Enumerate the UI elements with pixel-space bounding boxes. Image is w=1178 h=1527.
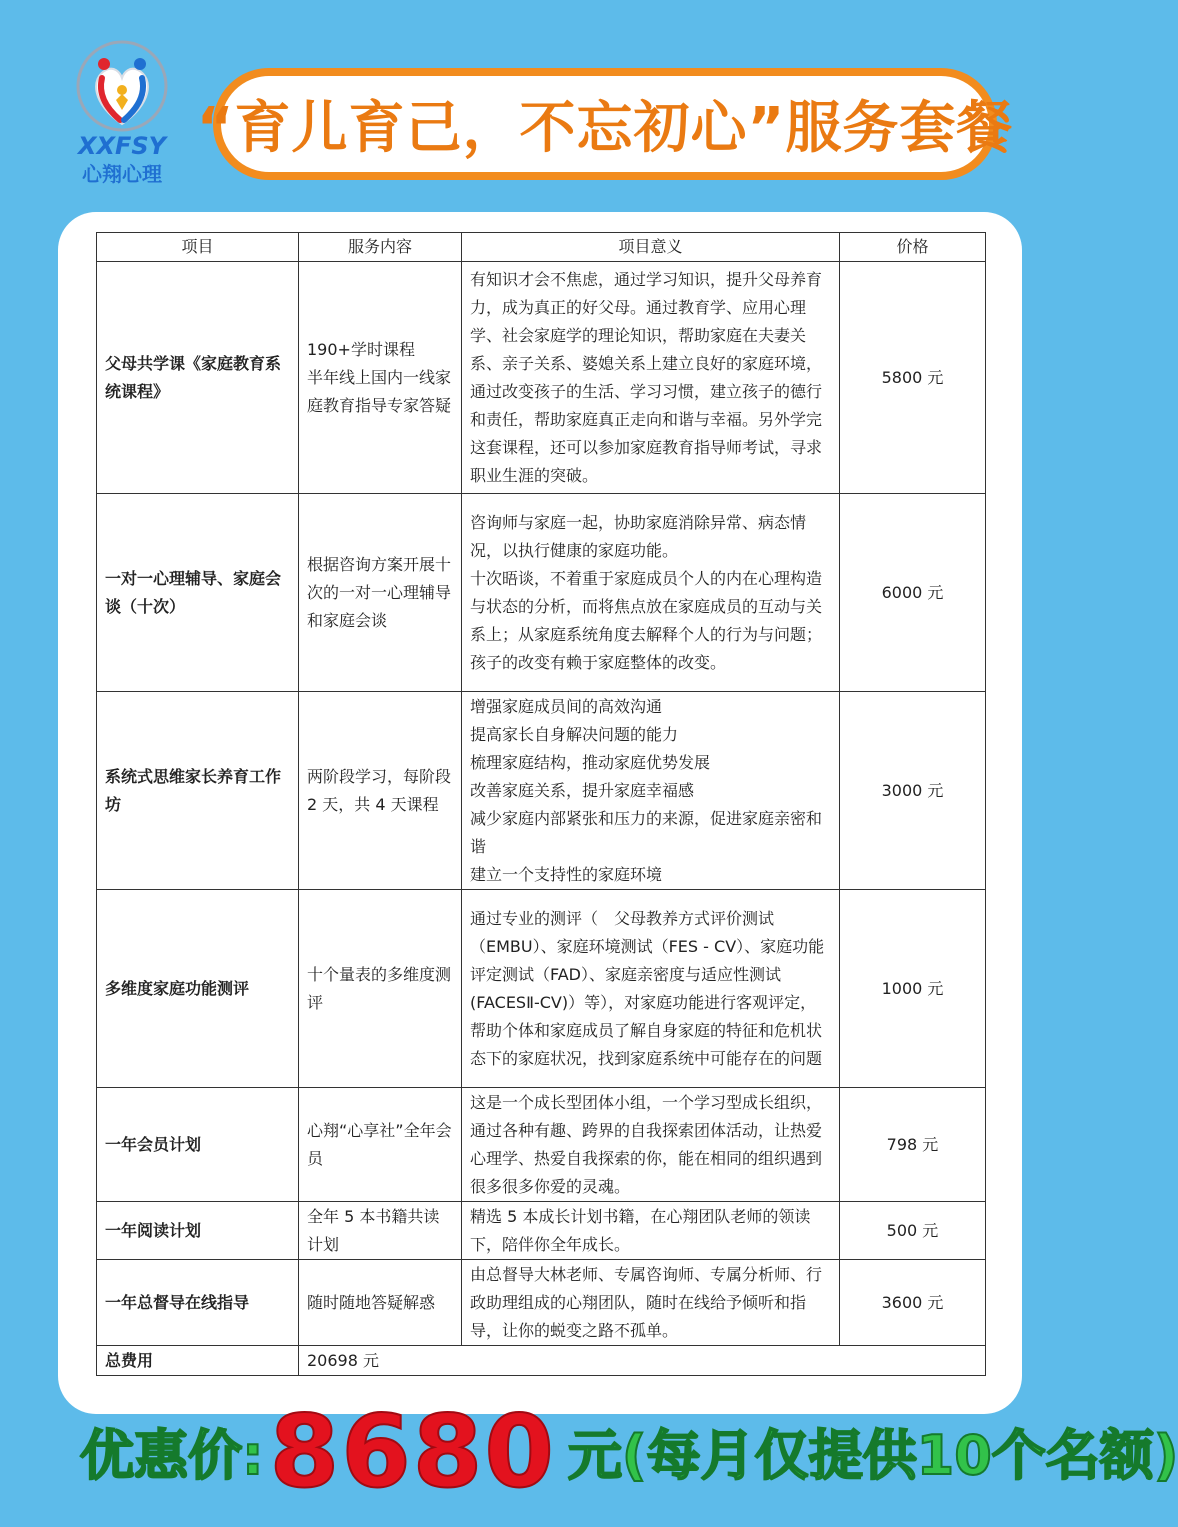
row-price: 6000 元 — [840, 494, 986, 692]
table-header-row — [97, 233, 986, 262]
header-price: 价格 — [840, 233, 986, 262]
row-content — [299, 1088, 462, 1202]
table-row — [97, 890, 986, 1088]
table-row — [97, 494, 986, 692]
meaning-line: 这是一个成长型团体小组，一个学习型成长组织，通过各种有趣、跨界的自我探索团体活动，让热爱心理学、热爱自我探索的你，能在相同的组织遇到很多很多你爱的灵魂。 — [470, 1092, 823, 1196]
brand-name-en: XXFSY — [77, 132, 167, 160]
meaning-line: 十次晤谈，不着重于家庭成员个人的内在心理构造与状态的分析，而将焦点放在家庭成员的互动与关系上；从家庭系统角度去解释个人的行为与问题；孩子的改变有赖于家庭整体的改变。 — [470, 568, 823, 672]
row-item: 系统式思维家长养育工作坊 — [97, 692, 299, 890]
meaning-line: 改善家庭关系，提升家庭幸福感 — [470, 780, 695, 800]
header-item: 项目 — [97, 233, 299, 262]
total-label: 总费用 — [97, 1346, 299, 1376]
row-price: 500 元 — [840, 1202, 986, 1260]
table-row — [97, 692, 986, 890]
row-item: 多维度家庭功能测评 — [97, 890, 299, 1088]
row-meaning — [462, 890, 840, 1088]
row-meaning — [462, 1088, 840, 1202]
row-content — [299, 1202, 462, 1260]
row-item: 父母共学课《家庭教育系统课程》 — [97, 262, 299, 494]
meaning-line: 减少家庭内部紧张和压力的来源，促进家庭亲密和谐 — [470, 808, 823, 856]
row-price: 5800 元 — [840, 262, 986, 494]
brand-name-cn: 心翔心理 — [82, 162, 162, 186]
row-content — [299, 494, 462, 692]
meaning-line: 精选 5 本成长计划书籍，在心翔团队老师的领读下，陪伴你全年成长。 — [470, 1206, 811, 1254]
page-title: “育儿育己，不忘初心”服务套餐 — [196, 96, 1014, 161]
table-row — [97, 1202, 986, 1260]
meaning-line: 增强家庭成员间的高效沟通 — [470, 696, 663, 716]
content-line: 两阶段学习，每阶段 2 天，共 4 天课程 — [307, 766, 452, 814]
row-price: 1000 元 — [840, 890, 986, 1088]
header-content: 服务内容 — [299, 233, 462, 262]
offer-prefix: 优惠价: — [80, 1423, 264, 1487]
row-meaning — [462, 1202, 840, 1260]
row-meaning — [462, 262, 840, 494]
row-content — [299, 262, 462, 494]
table-row — [97, 1088, 986, 1202]
table-row — [97, 1260, 986, 1346]
row-content — [299, 692, 462, 890]
row-price: 3000 元 — [840, 692, 986, 890]
offer-banner — [80, 1392, 1178, 1510]
meaning-line: 由总督导大林老师、专属咨询师、专属分析师、行政助理组成的心翔团队，随时在线给予倾听和指导，让你的蜕变之路不孤单。 — [470, 1264, 823, 1340]
row-item: 一年总督导在线指导 — [97, 1260, 299, 1346]
meaning-line: 提高家长自身解决问题的能力 — [470, 724, 679, 744]
content-line: 半年线上国内一线家庭教育指导专家答疑 — [307, 367, 452, 415]
total-value: 20698 元 — [299, 1346, 986, 1376]
row-meaning — [462, 692, 840, 890]
meaning-line: 梳理家庭结构，推动家庭优势发展 — [470, 752, 711, 772]
offer-suffix: 元(每月仅提供10个名额) — [567, 1423, 1178, 1487]
content-line: 根据咨询方案开展十次的一对一心理辅导和家庭会谈 — [307, 554, 452, 630]
family-heart-icon — [62, 38, 182, 134]
meaning-line: 建立一个支持性的家庭环境 — [470, 864, 663, 884]
row-content — [299, 1260, 462, 1346]
row-price: 3600 元 — [840, 1260, 986, 1346]
title-banner — [196, 68, 1014, 180]
meaning-line: 有知识才会不焦虑，通过学习知识，提升父母养育力，成为真正的好父母。通过教育学、应用心理学、社会家庭学的理论知识，帮助家庭在夫妻关系、亲子关系、婆媳关系上建立良好的家庭环境，通过改变孩子的生活、学习习惯，建立孩子的德行和责任，帮助家庭真正走向和谐与幸福。另外学完这套课程，还可以参加家庭教育指导师考试，寻求职业生涯的突破。 — [470, 269, 823, 485]
row-meaning — [462, 1260, 840, 1346]
row-item: 一年阅读计划 — [97, 1202, 299, 1260]
service-package-table — [96, 232, 986, 1376]
header-meaning: 项目意义 — [462, 233, 840, 262]
row-price: 798 元 — [840, 1088, 986, 1202]
content-line: 随时随地答疑解惑 — [307, 1292, 436, 1312]
total-row — [97, 1346, 986, 1376]
content-line: 十个量表的多维度测评 — [307, 964, 452, 1012]
content-line: 全年 5 本书籍共读计划 — [307, 1206, 440, 1254]
row-content — [299, 890, 462, 1088]
meaning-line: 咨询师与家庭一起，协助家庭消除异常、病态情况，以执行健康的家庭功能。 — [470, 512, 807, 560]
row-item: 一对一心理辅导、家庭会谈（十次） — [97, 494, 299, 692]
table-row — [97, 262, 986, 494]
content-line: 190+学时课程 — [307, 339, 415, 359]
content-line: 心翔“心享社”全年会员 — [307, 1120, 452, 1168]
row-meaning — [462, 494, 840, 692]
meaning-line: 通过专业的测评（ 父母教养方式评价测试（EMBU）、家庭环境测试（FES - CV）、家庭功能评定测试（FAD）、家庭亲密度与适应性测试(FACESⅡ-CV)）等），对家庭功能进行客观评定，帮助个体和家庭成员了解自身家庭的特征和危机状态下的家庭状况，找到家庭系统中可能存在的问题 — [470, 908, 825, 1068]
brand-logo — [62, 38, 182, 188]
row-item: 一年会员计划 — [97, 1088, 299, 1202]
offer-price: 8680 — [269, 1392, 556, 1510]
